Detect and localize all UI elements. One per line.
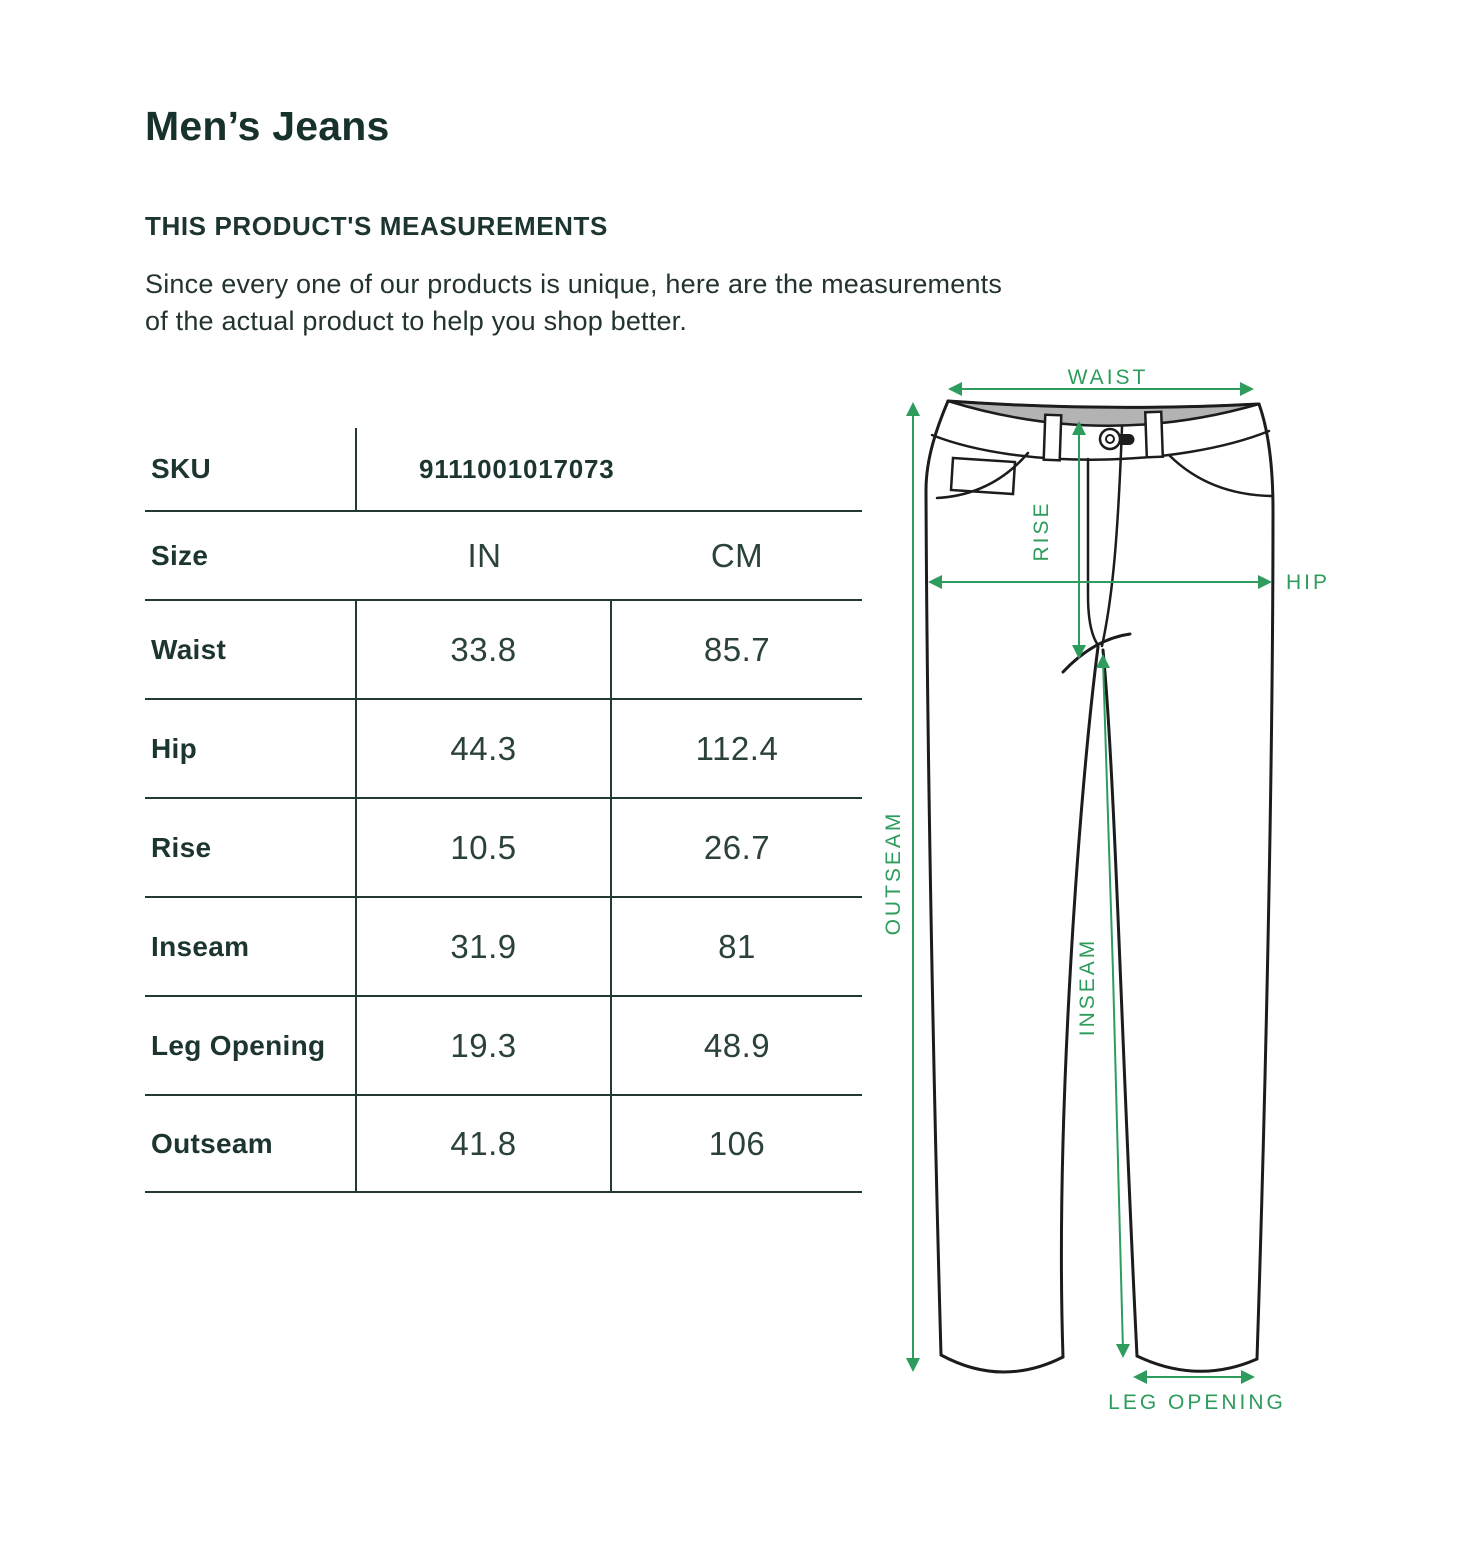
table-row xyxy=(145,700,862,799)
section-heading: THIS PRODUCT'S MEASUREMENTS xyxy=(145,211,608,241)
sku-row xyxy=(145,428,862,512)
value-in: 10.5 xyxy=(450,828,517,866)
right-outer-seam xyxy=(1257,404,1273,1359)
table-row xyxy=(145,601,862,700)
row-label: Outseam xyxy=(151,1127,273,1159)
waist-button xyxy=(1100,429,1134,449)
size-label-cell xyxy=(145,512,357,599)
unit-cm-header: CM xyxy=(710,536,764,574)
hip-arrow xyxy=(928,575,1272,589)
table-row xyxy=(145,1096,862,1193)
row-label: Waist xyxy=(151,633,227,665)
outseam-arrow xyxy=(906,402,920,1372)
intro-line-1: Since every one of our products is unique, here are the measurements xyxy=(145,269,1003,299)
unit-cm-header-cell xyxy=(612,512,862,599)
sku-label-cell xyxy=(145,428,357,510)
size-label: Size xyxy=(151,539,209,571)
intro-line-2: of the actual product to help you shop better. xyxy=(145,306,688,336)
row-label: Leg Opening xyxy=(151,1029,326,1061)
row-label: Rise xyxy=(151,831,212,863)
sku-value-cell xyxy=(357,428,862,510)
rise-dimension-label: RISE xyxy=(1030,500,1053,562)
size-header-row xyxy=(145,512,862,601)
right-pocket-curve xyxy=(1170,456,1272,496)
value-in: 41.8 xyxy=(450,1124,517,1162)
measurements-table xyxy=(145,428,862,1193)
hip-dimension-label: HIP xyxy=(1286,571,1331,594)
right-hem xyxy=(1137,1356,1257,1371)
value-cm: 112.4 xyxy=(695,729,779,767)
belt-loop-right xyxy=(1145,412,1163,458)
rise-arrow xyxy=(1072,421,1086,659)
waist-dimension-label: WAIST xyxy=(1067,366,1149,389)
inseam-arrow xyxy=(1096,654,1130,1358)
row-label: Hip xyxy=(151,732,198,764)
fly-j-stitch xyxy=(1088,459,1098,645)
belt-loop-left xyxy=(1044,415,1062,461)
row-label: Inseam xyxy=(151,930,250,962)
value-cm: 26.7 xyxy=(703,828,771,866)
table-row xyxy=(145,898,862,997)
value-in: 33.8 xyxy=(450,630,517,668)
button-tab xyxy=(1120,434,1134,445)
value-cm: 81 xyxy=(718,927,756,965)
sku-label: SKU xyxy=(151,453,212,484)
unit-in-header-cell xyxy=(357,512,612,599)
sku-value: 9111001017073 xyxy=(419,453,615,484)
left-hem xyxy=(941,1355,1063,1372)
value-cm: 48.9 xyxy=(703,1026,771,1064)
left-outer-seam xyxy=(926,401,948,1355)
unit-in-header: IN xyxy=(467,536,502,574)
jeans-details xyxy=(932,427,1272,646)
value-cm: 85.7 xyxy=(703,630,771,668)
table-row xyxy=(145,997,862,1096)
table-row xyxy=(145,799,862,898)
outseam-dimension-label: OUTSEAM xyxy=(882,810,905,936)
jeans-outline xyxy=(926,401,1273,1372)
value-in: 31.9 xyxy=(450,927,517,965)
value-cm: 106 xyxy=(708,1124,766,1162)
inseam-dimension-label: INSEAM xyxy=(1076,937,1099,1037)
jeans-diagram xyxy=(880,355,1350,1445)
value-in: 19.3 xyxy=(450,1026,517,1064)
value-in: 44.3 xyxy=(450,729,517,767)
page-title: Men’s Jeans xyxy=(145,103,390,149)
intro-text xyxy=(145,266,1002,340)
leg-opening-dimension-label: LEG OPENING xyxy=(1108,1391,1286,1414)
